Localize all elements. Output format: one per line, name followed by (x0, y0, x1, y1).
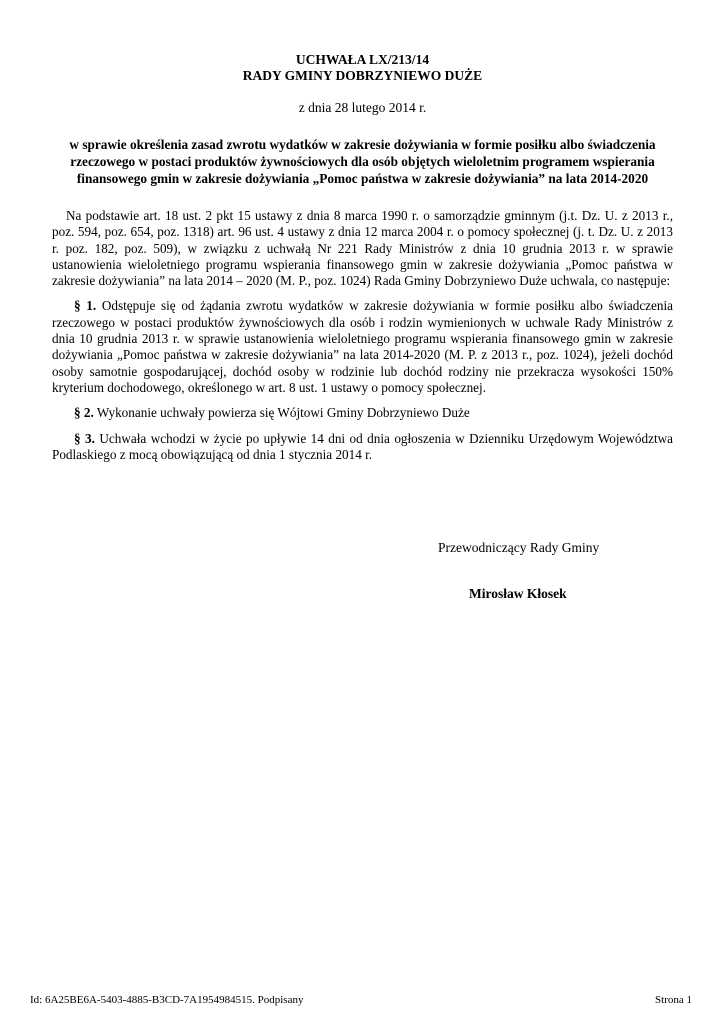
section-2 (52, 405, 673, 421)
section-1 (52, 298, 673, 396)
title-line-2: RADY GMINY DOBRZYNIEWO DUŻE (242, 68, 483, 83)
section-1-label: § 1. (74, 298, 97, 314)
signature-role: Przewodniczący Rady Gminy (438, 540, 600, 555)
section-1-text: Odstępuje się od żądania zwrotu wydatków w zakresie dożywiania w formie posiłku albo świadczenia rzeczowego w postaci produktów żywnościowych dla osób i rodzin wymienionych w uchwale Rady Ministrów z dnia 10 grudnia 2013 r. w sprawie ustanowienia wieloletniego programu wspierania finansowego gmin w zakresie dożywiania „Pomoc państwa w zakresie dożywiania” na lata 2014-2020 (M. P. z 2013 r., poz. 1024), jeżeli dochód osoby samotnie gospodarującej, dochód osoby w rodzinie lub dochód rodziny nie przekracza wysokości 150% kryterium dochodowego, określonego w art. 8 ust. 1 ustawy o pomocy społecznej. (52, 298, 674, 395)
section-3-text: Uchwała wchodzi w życie po upływie 14 dni od dnia ogłoszenia w Dzienniku Urzędowym Województwa Podlaskiego z mocą obowiązującą od dnia 1 stycznia 2014 r. (52, 430, 674, 462)
section-2-text: Wykonanie uchwały powierza się Wójtowi Gminy Dobrzyniewo Duże (96, 405, 470, 421)
footer-page-number: Strona 1 (655, 994, 692, 1006)
document-subject: w sprawie określenia zasad zwrotu wydatków w zakresie dożywiania w formie posiłku albo świadczenia rzeczowego w postaci produktów żywnościowych dla osób objętych wieloletnim programem wspierania finansowego gmin w zakresie dożywiania „Pomoc państwa w zakresie dożywiania” na lata 2014-2020 (69, 137, 656, 186)
preamble-paragraph: Na podstawie art. 18 ust. 2 pkt 15 ustawy z dnia 8 marca 1990 r. o samorządzie gminnym (j.t. Dz. U. z 2013 r., poz. 594, poz. 654, poz. 1318) art. 96 ust. 4 ustawy z dnia 12 marca 2004 r. o pomocy społecznej (j. t. Dz. U. z 2013 r. poz. 182, poz. 509), w związku z uchwałą Nr 221 Rady Ministrów z dnia 10 grudnia 2013 r. w sprawie ustanowienia wieloletniego programu wspierania finansowego gmin w zakresie dożywiania „Pomoc państwa w zakresie dożywiania” na lata 2014 – 2020 (M. P., poz. 1024) Rada Gminy Dobrzyniewo Duże uchwala, co następuje: (52, 208, 673, 289)
document-title (0, 52, 725, 84)
footer-document-id: Id: 6A25BE6A-5403-4885-B3CD-7A1954984515. Podpisany (30, 994, 304, 1006)
section-3-label: § 3. (74, 430, 95, 446)
section-3 (52, 431, 673, 464)
document-body (52, 208, 673, 472)
section-2-label: § 2. (74, 405, 94, 421)
signature-name: Mirosław Kłosek (469, 586, 567, 601)
title-line-1: UCHWAŁA LX/213/14 (295, 52, 430, 67)
document-date: z dnia 28 lutego 2014 r. (298, 100, 427, 115)
